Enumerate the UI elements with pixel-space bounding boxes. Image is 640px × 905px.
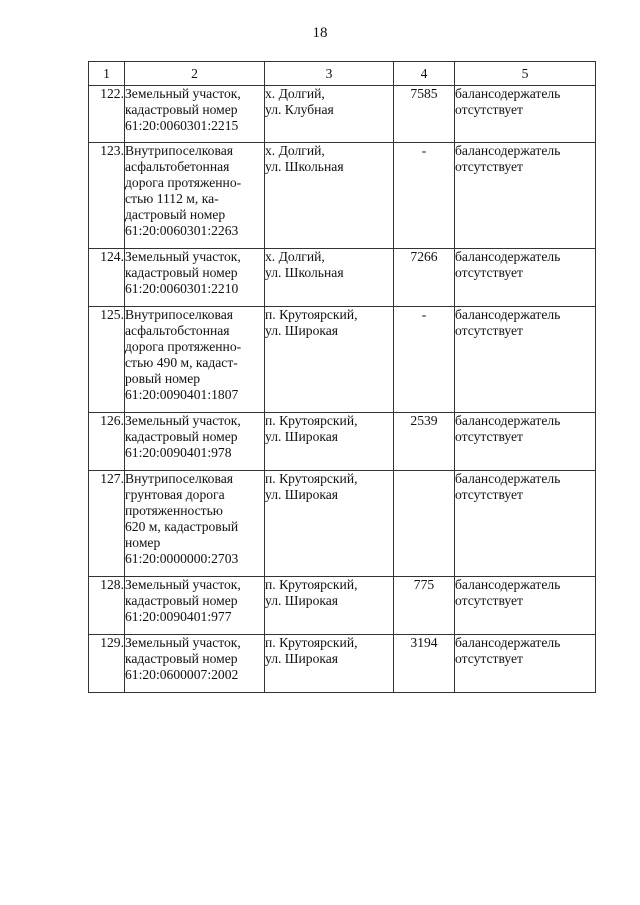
object-description: Земельный участок, кадастровый номер 61:20:0090401:977 — [125, 577, 265, 635]
table-row — [89, 86, 596, 143]
column-header: 3 — [265, 62, 394, 86]
object-area: - — [394, 307, 455, 413]
row-number: 126. — [89, 413, 125, 471]
object-area: 775 — [394, 577, 455, 635]
object-area — [394, 471, 455, 577]
object-description: Земельный участок, кадастровый номер 61:20:0090401:978 — [125, 413, 265, 471]
page-number: 18 — [312, 25, 328, 41]
column-header: 4 — [394, 62, 455, 86]
property-register-table — [88, 61, 596, 693]
object-address: п. Крутоярский, ул. Широкая — [265, 577, 394, 635]
row-number: 124. — [89, 249, 125, 307]
object-address: п. Крутоярский, ул. Широкая — [265, 471, 394, 577]
table-row — [89, 143, 596, 249]
row-number: 123. — [89, 143, 125, 249]
table-row — [89, 249, 596, 307]
row-number: 127. — [89, 471, 125, 577]
object-description: Земельный участок, кадастровый номер 61:20:0060301:2215 — [125, 86, 265, 143]
table-row — [89, 577, 596, 635]
table-row — [89, 307, 596, 413]
object-address: п. Крутоярский, ул. Широкая — [265, 635, 394, 693]
object-area: 7585 — [394, 86, 455, 143]
column-header: 2 — [125, 62, 265, 86]
balance-holder: балансодержатель отсутствует — [455, 413, 596, 471]
object-description: Внутрипоселковая асфальтобстонная дорога протяженно- стью 490 м, кадаст- ровый номер 61:20:0090401:1807 — [125, 307, 265, 413]
balance-holder: балансодержатель отсутствует — [455, 143, 596, 249]
object-area: 3194 — [394, 635, 455, 693]
object-address: х. Долгий, ул. Клубная — [265, 86, 394, 143]
balance-holder: балансодержатель отсутствует — [455, 307, 596, 413]
object-area: - — [394, 143, 455, 249]
balance-holder: балансодержатель отсутствует — [455, 577, 596, 635]
table-row — [89, 413, 596, 471]
balance-holder: балансодержатель отсутствует — [455, 249, 596, 307]
object-description: Внутрипоселковая грунтовая дорога протяженностью 620 м, кадастровый номер 61:20:0000000:2703 — [125, 471, 265, 577]
table-row — [89, 471, 596, 577]
balance-holder: балансодержатель отсутствует — [455, 86, 596, 143]
object-area: 7266 — [394, 249, 455, 307]
object-address: х. Долгий, ул. Школьная — [265, 143, 394, 249]
row-number: 125. — [89, 307, 125, 413]
balance-holder: балансодержатель отсутствует — [455, 471, 596, 577]
column-header: 1 — [89, 62, 125, 86]
row-number: 129. — [89, 635, 125, 693]
object-description: Земельный участок, кадастровый номер 61:20:0600007:2002 — [125, 635, 265, 693]
object-address: п. Крутоярский, ул. Широкая — [265, 413, 394, 471]
table-header-row — [89, 62, 596, 86]
object-area: 2539 — [394, 413, 455, 471]
object-address: п. Крутоярский, ул. Широкая — [265, 307, 394, 413]
object-description: Внутрипоселковая асфальтобетонная дорога протяженно- стью 1112 м, ка- дастровый номер 61:20:0060301:2263 — [125, 143, 265, 249]
object-address: х. Долгий, ул. Школьная — [265, 249, 394, 307]
row-number: 122. — [89, 86, 125, 143]
balance-holder: балансодержатель отсутствует — [455, 635, 596, 693]
table-row — [89, 635, 596, 693]
row-number: 128. — [89, 577, 125, 635]
column-header: 5 — [455, 62, 596, 86]
object-description: Земельный участок, кадастровый номер 61:20:0060301:2210 — [125, 249, 265, 307]
